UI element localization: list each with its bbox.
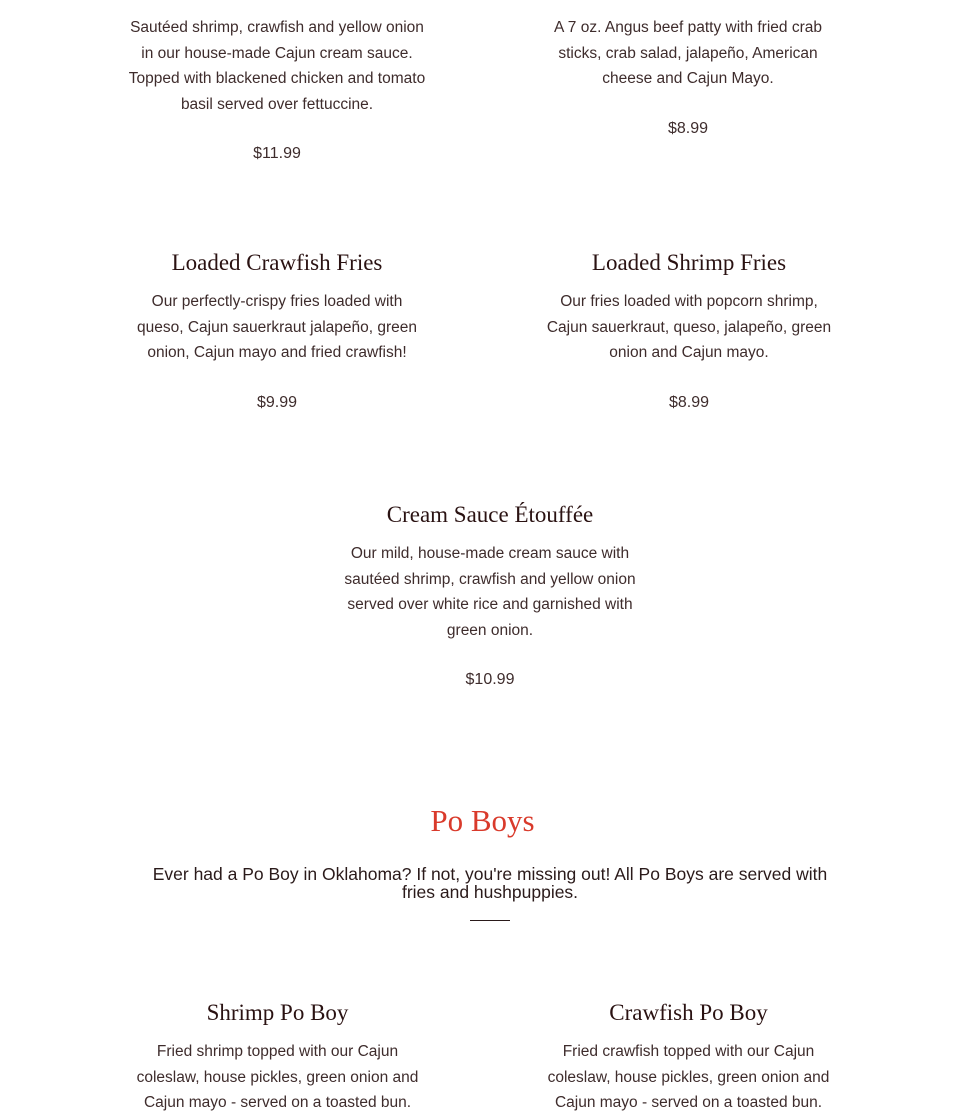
menu-item-burger [540,15,836,141]
item-name: Loaded Crawfish Fries [171,250,383,275]
menu-item-loaded-shrimp-fries [540,249,838,415]
section-divider [470,920,510,921]
item-name: Cream Sauce Étouffée [386,502,594,527]
section-title-po-boys: Po Boys [430,803,535,838]
item-description: Fried crawfish topped with our Cajun coleslaw, house pickles, green onion and Cajun mayo - served on a toasted bun. [547,1043,830,1111]
item-description: Sautéed shrimp, crawfish and yellow onion in our house-made Cajun cream sauce. Topped with blackened chicken and tomato basil served over fettuccine. [128,19,426,113]
item-name: Crawfish Po Boy [609,1000,768,1025]
item-description: A 7 oz. Angus beef patty with fried crab sticks, crab salad, jalapeño, American cheese and Cajun Mayo. [554,19,822,87]
menu-item-pasta [128,15,426,166]
item-price: $8.99 [667,119,709,137]
menu-item-crawfish-po-boy [535,999,842,1116]
section-subtitle: Ever had a Po Boy in Oklahoma? If not, you're missing out! All Po Boys are served with fries and hushpuppies. [152,864,828,902]
item-name: Shrimp Po Boy [206,1000,349,1025]
menu-item-loaded-crawfish-fries [128,249,426,415]
item-description: Our mild, house-made cream sauce with sautéed shrimp, crawfish and yellow onion served over white rice and garnished with green onion. [344,545,636,639]
item-price: $9.99 [256,393,298,411]
item-price: $10.99 [465,671,515,688]
menu-item-cream-sauce-etouffee [340,501,640,692]
item-price: $11.99 [253,145,301,162]
item-description: Our fries loaded with popcorn shrimp, Cajun sauerkraut, queso, jalapeño, green onion and Cajun mayo. [546,293,832,361]
item-price: $8.99 [668,393,710,411]
item-description: Fried shrimp topped with our Cajun coleslaw, house pickles, green onion and Cajun mayo - served on a toasted bun. [136,1043,419,1111]
menu-item-shrimp-po-boy [124,999,431,1116]
item-description: Our perfectly-crispy fries loaded with queso, Cajun sauerkraut jalapeño, green onion, Cajun mayo and fried crawfish! [136,293,418,361]
item-name: Loaded Shrimp Fries [591,250,787,275]
